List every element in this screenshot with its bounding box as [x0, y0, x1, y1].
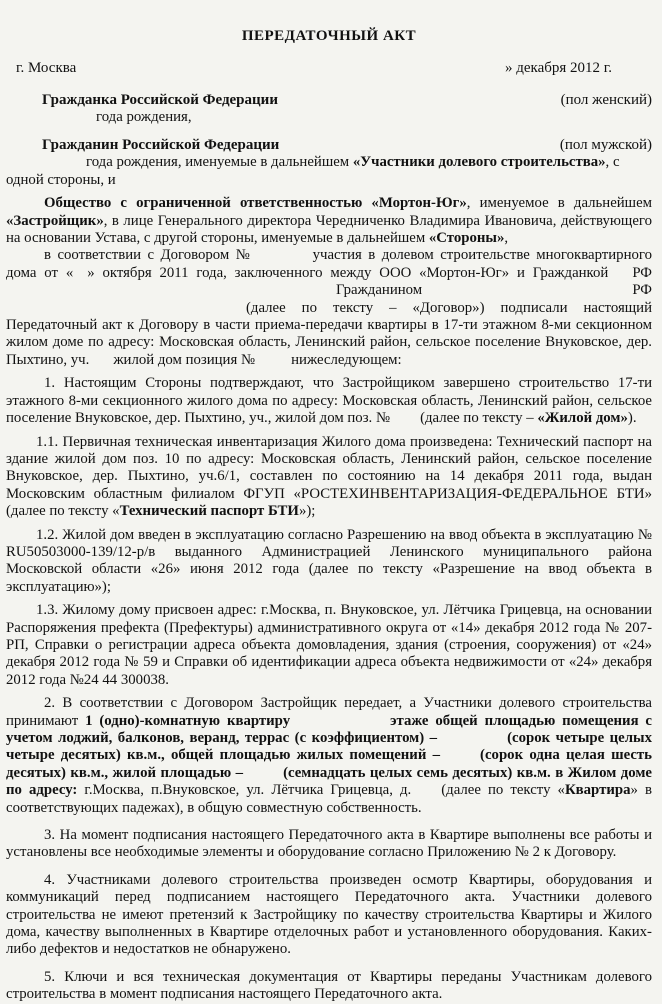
party2-birth-text: года рождения, именуемые в дальнейшем	[86, 154, 353, 171]
paragraph-1-2: 1.2. Жилой дом введен в эксплуатацию согласно Разрешению на ввод объекта в эксплуатацию № RU50503000-139/12-р/в выданного Администрацией Ленинского муниципального района Московской области «26» июня 2012 года (далее по тексту «Разрешение на ввод объекта в эксплуатацию»);	[6, 526, 652, 595]
paragraph-2	[6, 695, 652, 817]
intro-e: (далее по тексту – «Договор») подписали настоящий Передаточный акт к Договору в части приема-передачи квартиры в 17-ти этажном 8-ми секционном жилом доме по адресу: Московская область, Ленинский район, сельское поселение Внуковское, дер. Пыхтино, уч.	[6, 299, 652, 368]
p2-text: 2. В соответствии с Договором Застройщик передает, а Участники долевого строительства принимают	[6, 695, 652, 729]
party2-row	[6, 136, 652, 154]
document-title: ПЕРЕДАТОЧНЫЙ АКТ	[241, 28, 417, 44]
org-text1: , именуемое в дальнейшем	[466, 195, 653, 212]
paragraph-1-1	[6, 434, 652, 521]
date: » декабря 2012 г.	[505, 60, 612, 76]
party2-birth	[6, 154, 652, 171]
p11-text: 1.1. Первичная техническая инвентаризация Жилого дома произведена: Технический паспорт на здание жилой дом поз. 10 по адресу: Московская область, Ленинский район, сельское поселение Внуковское, дер. Пыхтино, уч.6/1, составлен по состоянию на 14 декабря 2011 года, выдан Московским областным филиалом ФГУП «РОСТЕХИНВЕНТАРИЗАЦИЯ-ФЕДЕРАЛЬНОЕ БТИ» (далее по тексту «	[6, 433, 652, 520]
org-paragraph	[6, 195, 652, 247]
intro-b: участия в долевом строительстве многоквартирного дома от «	[6, 247, 652, 281]
party1-citizenship: Гражданка Российской Федерации	[42, 92, 278, 108]
p1-text2: , жилой дом поз. №	[267, 410, 391, 427]
party2-citizenship: Гражданин Российской Федерации	[42, 137, 280, 154]
intro-a: в соответствии с Договором №	[44, 247, 253, 264]
party2-side: одной стороны, и	[6, 171, 116, 188]
p2-text2: г.Москва, п.Внуковское, ул. Лётчика Грицевца, д.	[77, 782, 412, 799]
p2-bold3: (сорок четыре целых четыре десятых) кв.м., общей площадью жилых помещений –	[6, 730, 653, 764]
intro-paragraph	[6, 247, 652, 369]
party2-birth-end: , с	[605, 154, 620, 171]
p2-text3: (далее по тексту «	[441, 782, 565, 799]
parties-term: «Стороны»	[428, 230, 505, 247]
party1-gender: (пол женский)	[560, 92, 652, 108]
apartment-term: Квартира	[564, 782, 631, 799]
org-name: Общество с ограниченной ответственностью «Мортон-Юг»	[44, 195, 467, 212]
intro-rf: РФ	[632, 264, 652, 281]
developer-term: «Застройщик»	[6, 212, 104, 229]
p1-text3: (далее по тексту –	[420, 410, 534, 427]
party1-birth: года рождения,	[96, 109, 192, 125]
p1-end: ).	[627, 410, 637, 427]
p2-bold4: (сорок одна целая шесть десятых) кв.м., жилой площадью –	[6, 747, 652, 781]
p2-bold2: этаже общей площадью помещения с учетом лоджий, балконов, веранд, террас (с коэффициентом) –	[6, 712, 652, 746]
p2-bold1: 1 (одно)-комнатную квартиру	[85, 712, 291, 729]
p11-end: »);	[298, 503, 316, 520]
paragraph-1	[6, 375, 652, 427]
intro-d: Гражданином РФ	[336, 282, 652, 299]
party2-gender: (пол мужской)	[559, 137, 652, 154]
intro-g: нижеследующем:	[291, 351, 402, 368]
city-date-row	[6, 59, 652, 77]
participants-term: «Участники долевого строительства»	[352, 154, 606, 171]
org-text3: ,	[504, 230, 509, 247]
city: г. Москва	[16, 60, 77, 76]
p2-text4: » в соответствующих падежах), в общую совместную собственность.	[6, 782, 652, 816]
intro-f: жилой дом позиция №	[113, 351, 256, 368]
paragraph-1-3: 1.3. Жилому дому присвоен адрес: г.Москва, п. Внуковское, ул. Лётчика Грицевца, на основании Распоряжения префекта (Префектуры) административного округа от «14» декабря 2012 года № 207-РП, Справки о регистрации адреса объекта домовладения, здания (строения, сооружения) от «24» декабря 2012 года № 59 и Справки об идентификации адреса объекта недвижимости от «24» декабря 2012 года №24 44 300038.	[6, 602, 652, 688]
p1-text: 1. Настоящим Стороны подтверждают, что Застройщиком завершено строительство 17-ти этажного 8-ми секционного жилого дома по адресу: Московская область, Ленинский район, сельское поселение Внуковское, дер. Пыхтино, уч.	[6, 375, 652, 427]
party1-row	[6, 91, 652, 109]
paragraph-5: 5. Ключи и вся техническая документация от Квартиры переданы Участникам долевого строительства в момент подписания настоящего Передаточного акта.	[6, 968, 652, 1003]
paragraph-3: 3. На момент подписания настоящего Передаточного акта в Квартире выполнены все работы и установлены все необходимые элементы и оборудование согласно Приложению № 2 к Договору.	[6, 827, 652, 861]
intro-c: » октября 2011 года, заключенного между ООО «Мортон-Юг» и Гражданкой	[87, 264, 609, 281]
org-text2: , в лице Генерального директора Чередниченко Владимира Ивановича, действующего на основании Устава, с другой стороны, именуемые в дальнейшем	[6, 212, 652, 247]
bti-passport-term: Технический паспорт БТИ	[119, 503, 299, 520]
paragraph-4: 4. Участниками долевого строительства произведен осмотр Квартиры, оборудования и коммуникаций перед подписанием настоящего Передаточного акта. Участники долевого строительства не имеют претензий к Застройщику по качеству строительства Квартиры и Жилого дома, качеству выполненных в Квартире отделочных работ и установленного оборудования. Каких-либо дефектов и недостатков не обнаружено.	[6, 871, 652, 958]
p2-bold5: (семнадцать целых семь десятых) кв.м. в Жилом доме по адресу:	[6, 764, 652, 799]
residential-building-term: «Жилой дом»	[537, 410, 628, 427]
